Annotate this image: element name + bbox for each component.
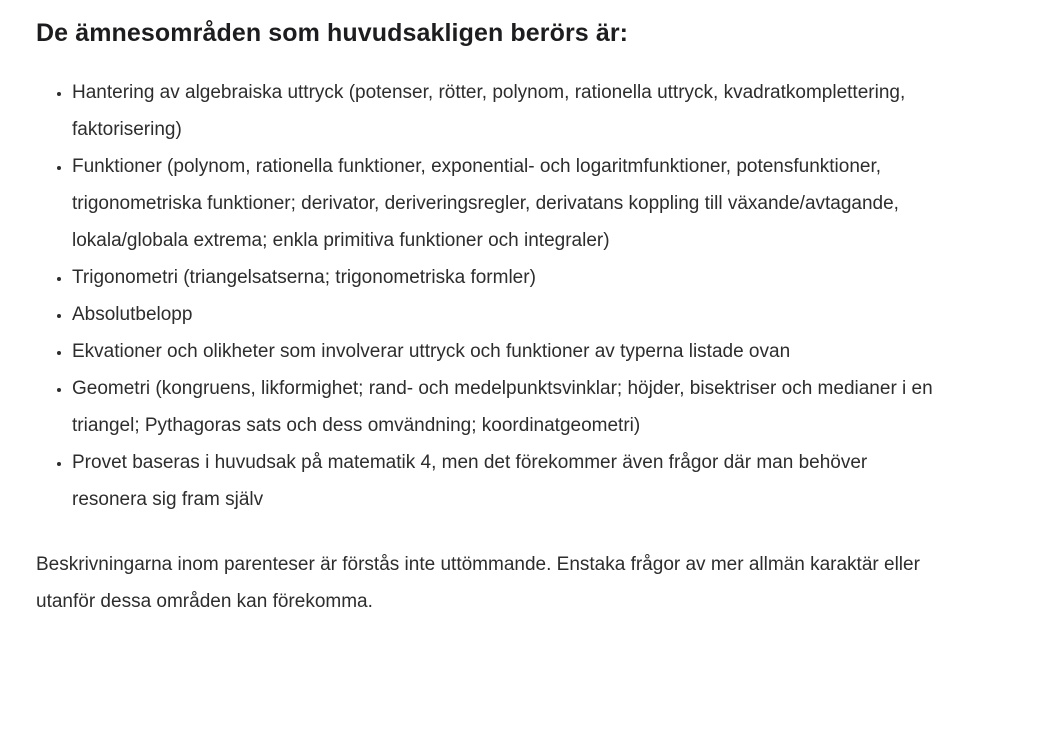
list-item: • Geometri (kongruens, likformighet; rand- och medelpunktsvinklar; höjder, bisektriser och medianer i en triangel; Pythagoras sats och dess omvändning; koordinatgeometri) [72, 370, 938, 444]
list-item: • Trigonometri (triangelsatserna; trigonometriska formler) [72, 259, 938, 296]
list-item: • Ekvationer och olikheter som involverar uttryck och funktioner av typerna listade ovan [72, 333, 938, 370]
list-item: • Funktioner (polynom, rationella funktioner, exponential- och logaritmfunktioner, potensfunktioner, trigonometriska funktioner; derivator, deriveringsregler, derivatans koppling till växande/avtagande, lokala/globala extrema; enkla primitiva funktioner och integraler) [72, 148, 938, 259]
page-title: De ämnesområden som huvudsakligen berörs är: [36, 19, 629, 47]
list-item: • Provet baseras i huvudsak på matematik 4, men det förekommer även frågor där man behöver resonera sig fram själv [72, 444, 938, 518]
topic-list [36, 74, 1017, 518]
closing-paragraph: Beskrivningarna inom parenteser är förstås inte uttömmande. Enstaka frågor av mer allmän karaktär eller utanför dessa områden kan förekomma. [36, 554, 920, 612]
list-item: • Absolutbelopp [72, 296, 938, 333]
list-item: • Hantering av algebraiska uttryck (potenser, rötter, polynom, rationella uttryck, kvadratkomplettering, faktorisering) [72, 74, 938, 148]
